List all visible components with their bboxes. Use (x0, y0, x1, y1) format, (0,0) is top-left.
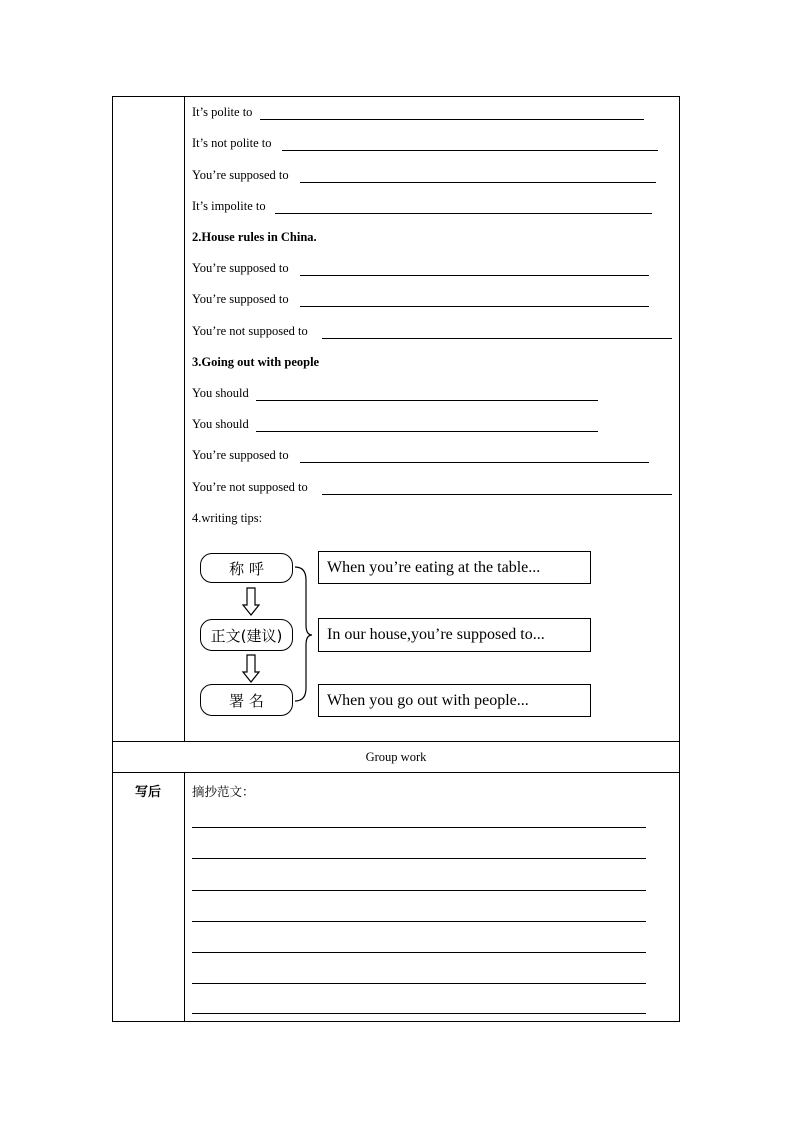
down-arrow-icon (243, 588, 259, 615)
writing-line[interactable] (192, 890, 646, 891)
writing-line[interactable] (192, 827, 646, 828)
group-work-label: Group work (365, 750, 427, 764)
writing-line[interactable] (192, 921, 646, 922)
diagram-step-body: 正文(建议) (200, 619, 293, 651)
section-heading: 2.House rules in China. (192, 230, 317, 244)
fill-in-prefix: You should (192, 386, 249, 400)
down-arrow-icon (243, 655, 259, 682)
fill-in-prefix: You’re not supposed to (192, 480, 308, 494)
section-heading: 4.writing tips: (192, 511, 263, 525)
fill-in-prefix: You’re supposed to (192, 168, 289, 182)
fill-in-prefix: You’re supposed to (192, 261, 289, 275)
fill-in-prefix: You’re supposed to (192, 448, 289, 462)
writing-line[interactable] (192, 983, 646, 984)
brace-icon (295, 567, 312, 701)
tip-box-going-out: When you go out with people... (318, 684, 591, 717)
tip-box-table: When you’re eating at the table... (318, 551, 591, 584)
copy-sample-prompt: 摘抄范文： (192, 784, 255, 799)
stage-label: 写后 (134, 785, 161, 800)
fill-in-prefix: You should (192, 417, 249, 431)
writing-line[interactable] (192, 1013, 646, 1014)
diagram-step-signature: 署 名 (200, 684, 293, 716)
writing-line[interactable] (192, 952, 646, 953)
fill-in-prefix: You’re not supposed to (192, 324, 308, 338)
fill-in-prefix: It’s not polite to (192, 136, 272, 150)
fill-in-prefix: You’re supposed to (192, 292, 289, 306)
writing-line[interactable] (192, 858, 646, 859)
fill-in-prefix: It’s impolite to (192, 199, 266, 213)
section-heading: 3.Going out with people (192, 355, 320, 369)
tip-box-house: In our house,you’re supposed to... (318, 618, 591, 652)
fill-in-prefix: It’s polite to (192, 105, 253, 119)
diagram-step-greeting: 称 呼 (200, 553, 293, 583)
